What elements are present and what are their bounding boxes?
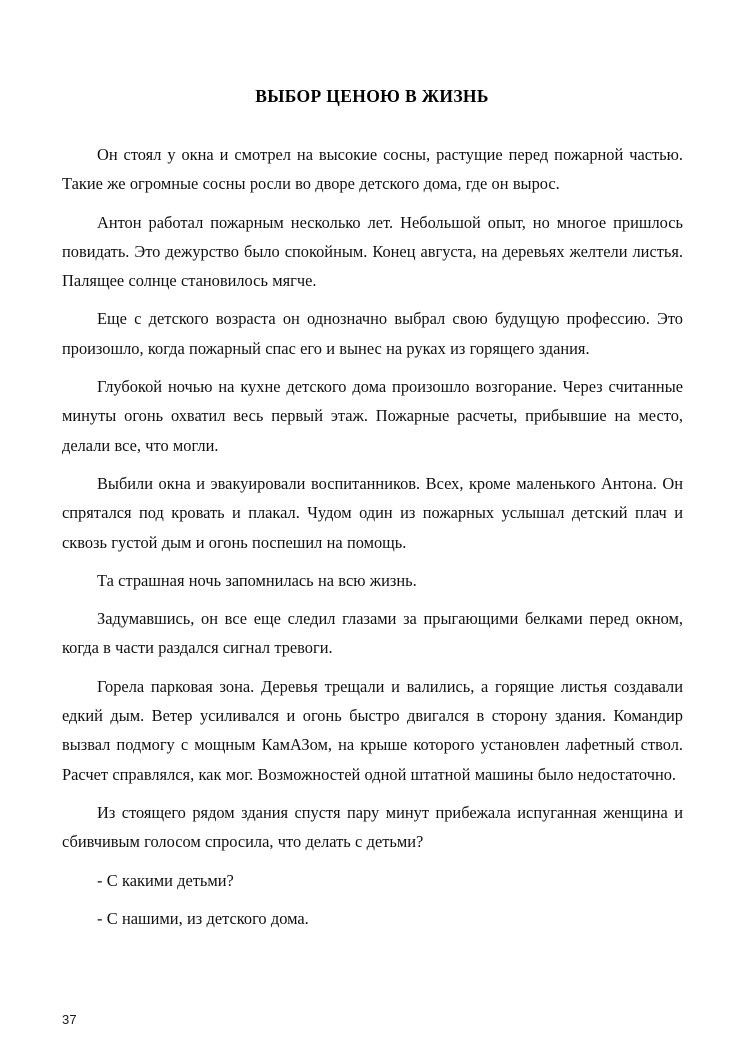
page-number: 37 [62,1012,77,1027]
paragraph: Задумавшись, он все еще следил глазами за прыгающими белками перед окном, когда в части раздался сигнал тревоги. [62,609,683,658]
paragraph: Выбили окна и эвакуировали воспитанников. Всех, кроме маленького Антона. Он спрятался под кровать и плакал. Чудом один из пожарных услышал детский плач и сквозь густой дым и огонь поспешил на помощь. [62,473,683,552]
paragraph: Из стоящего рядом здания спустя пару минут прибежала испуганная женщина и сбивчивым голосом спросила, что делать с детьми? [62,802,683,852]
paragraph: Горела парковая зона. Деревья трещали и валились, а горящие листья создавали едкий дым. Ветер усиливался и огонь быстро двигался в сторону здания. Командир вызвал подмогу с мощным КамАЗом, на крыше которого установлен лафетный ствол. Расчет справлялся, как мог. Возможностей одной штатной машины было недостаточно. [62,676,683,784]
paragraph: Глубокой ночью на кухне детского дома произошло возгорание. Через считанные минуты огонь охватил весь первый этаж. Пожарные расчеты, прибывшие на место, делали все, что могли. [62,377,683,455]
paragraph: Еще с детского возраста он однозначно выбрал свою будущую профессию. Это произошло, когда пожарный спас его и вынес на руках из горящего здания. [62,309,683,358]
body-text-block [62,140,683,933]
paragraph: Антон работал пожарным несколько лет. Небольшой опыт, но многое пришлось повидать. Это дежурство было спокойным. Конец августа, на деревьях желтели листья. Палящее солнце становилось мягче. [62,212,683,291]
paragraph: Он стоял у окна и смотрел на высокие сосны, растущие перед пожарной частью. Такие же огромные сосны росли во дворе детского дома, где он вырос. [62,145,683,194]
page-title: ВЫБОР ЦЕНОЮ В ЖИЗНЬ [255,85,489,106]
dialogue-line: - С какими детьми? [97,870,234,890]
dialogue-line: - С нашими, из детского дома. [97,908,309,928]
paragraph: Та страшная ночь запомнилась на всю жизнь. [97,570,417,590]
